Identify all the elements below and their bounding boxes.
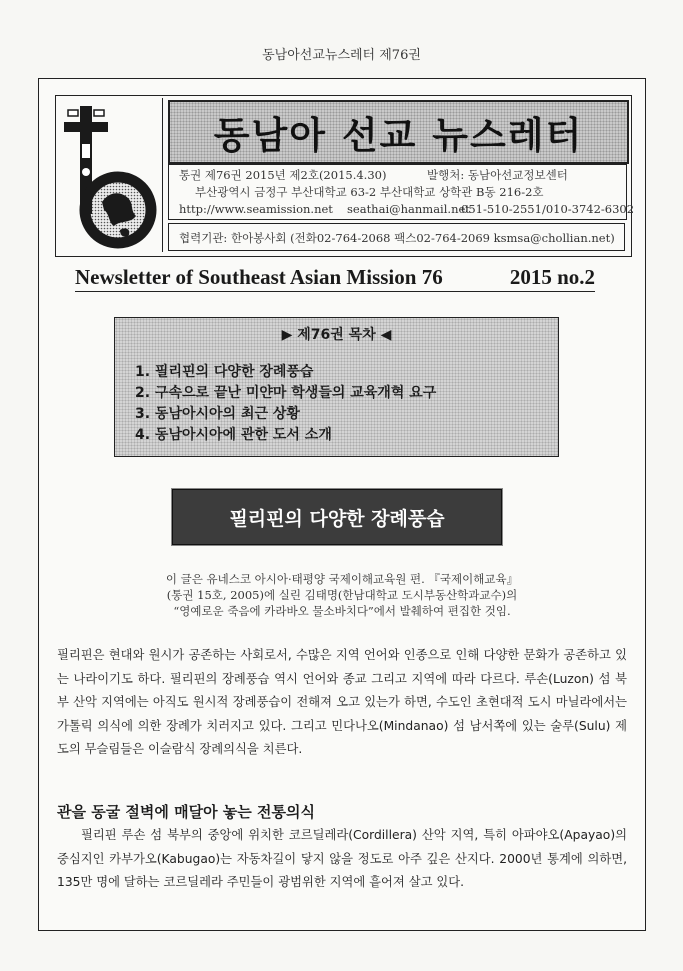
publication-info [168,164,635,220]
intro-paragraph: 필리핀은 현대와 원시가 공존하는 사회로서, 수많은 지역 언어와 인종으로 인해 다양한 문화가 공존하고 있는 나라이기도 하다. 필리핀의 장례풍습 역시 언어와 종교 그리고 지역에 따라 다르다. 루손(Luzon) 섬 북부 산악 지역에는 아직도 원시적 장례풍습이 전해져 오고 있는가 하면, 수도인 초현대적 도시 마닐라에서는 가톨릭 의식에 의한 장례가 치러지고 있다. 그리고 민다나오(Mindanao) 섬 남서쪽에 있는 술루(Sulu) 제도의 무슬림들은 이슬람식 장례의식을 치른다. [57,648,627,757]
article-title: 필리핀의 다양한 장례풍습 [172,489,502,545]
table-of-contents [114,317,559,457]
masthead-title: 동남아 선교 뉴스레터 [213,114,584,157]
section-heading: 관을 동굴 절벽에 매달아 놓는 전통의식 [57,803,315,821]
running-header: 동남아선교뉴스레터 제76권 [262,48,421,63]
email-link[interactable]: seathai@hanmail.net [347,202,470,216]
newsletter-issue: 2015 no.2 [509,265,595,289]
toc-item: 4. 동남아시아에 관한 도서 소개 [135,427,332,443]
toc-item: 1. 필리핀의 다양한 장례풍습 [135,364,314,380]
source-note [99,571,585,619]
phone-numbers: 051-510-2551/010-3742-6302 [461,202,635,216]
address: 부산광역시 금정구 부산대학교 63-2 부산대학교 상학관 B동 216-2호 [195,185,544,199]
newsletter-page [38,78,646,931]
website-link[interactable]: http://www.seamission.net [179,202,333,216]
source-note-line: 이 글은 유네스코 아시아·태평양 국제이해교육원 편. 『국제이해교육』 [165,572,519,586]
toc-item: 3. 동남아시아의 최근 상황 [135,406,300,422]
source-note-line: (통권 15호, 2005)에 실린 김태명(한남대학교 도시부동산학과교수)의 [166,588,518,602]
newsletter-title-text: Newsletter of Southeast Asian Mission 76 [75,265,443,289]
cooperating-organization: 협력기관: 한아봉사회 (전화02-764-2068 팩스02-764-2069 ksmsa@chollian.net) [168,223,625,251]
section-paragraph: 필리핀 루손 섬 북부의 중앙에 위치한 코르딜레라(Cordillera) 산악 지역, 특히 아파야오(Apayao)의 중심지인 카부가오(Kabugao)는 자동차길이 닿지 않을 정도로 아주 깊은 산지다. 2000년 통계에 의하면, 135만 명에 달하는 코르딜레라 주민들이 광범위한 지역에 흩어져 살고 있다. [57,828,627,890]
toc-list [135,362,436,446]
publisher: 발행처: 동남아선교정보센터 [427,168,568,182]
masthead-title-box [168,100,629,164]
toc-heading: ▶ 제76권 목차 ◀ [281,327,392,343]
source-note-line: “영예로운 죽음에 카라바오 물소바치다”에서 발췌하여 편집한 것임. [173,604,511,618]
toc-item: 2. 구속으로 끝난 미얀마 학생들의 교육개혁 요구 [135,385,437,401]
masthead [55,95,635,257]
newsletter-title [75,265,595,292]
logo-cross-globe-icon [58,98,163,252]
issue-line: 통권 제76권 2015년 제2호(2015.4.30) [179,168,387,182]
